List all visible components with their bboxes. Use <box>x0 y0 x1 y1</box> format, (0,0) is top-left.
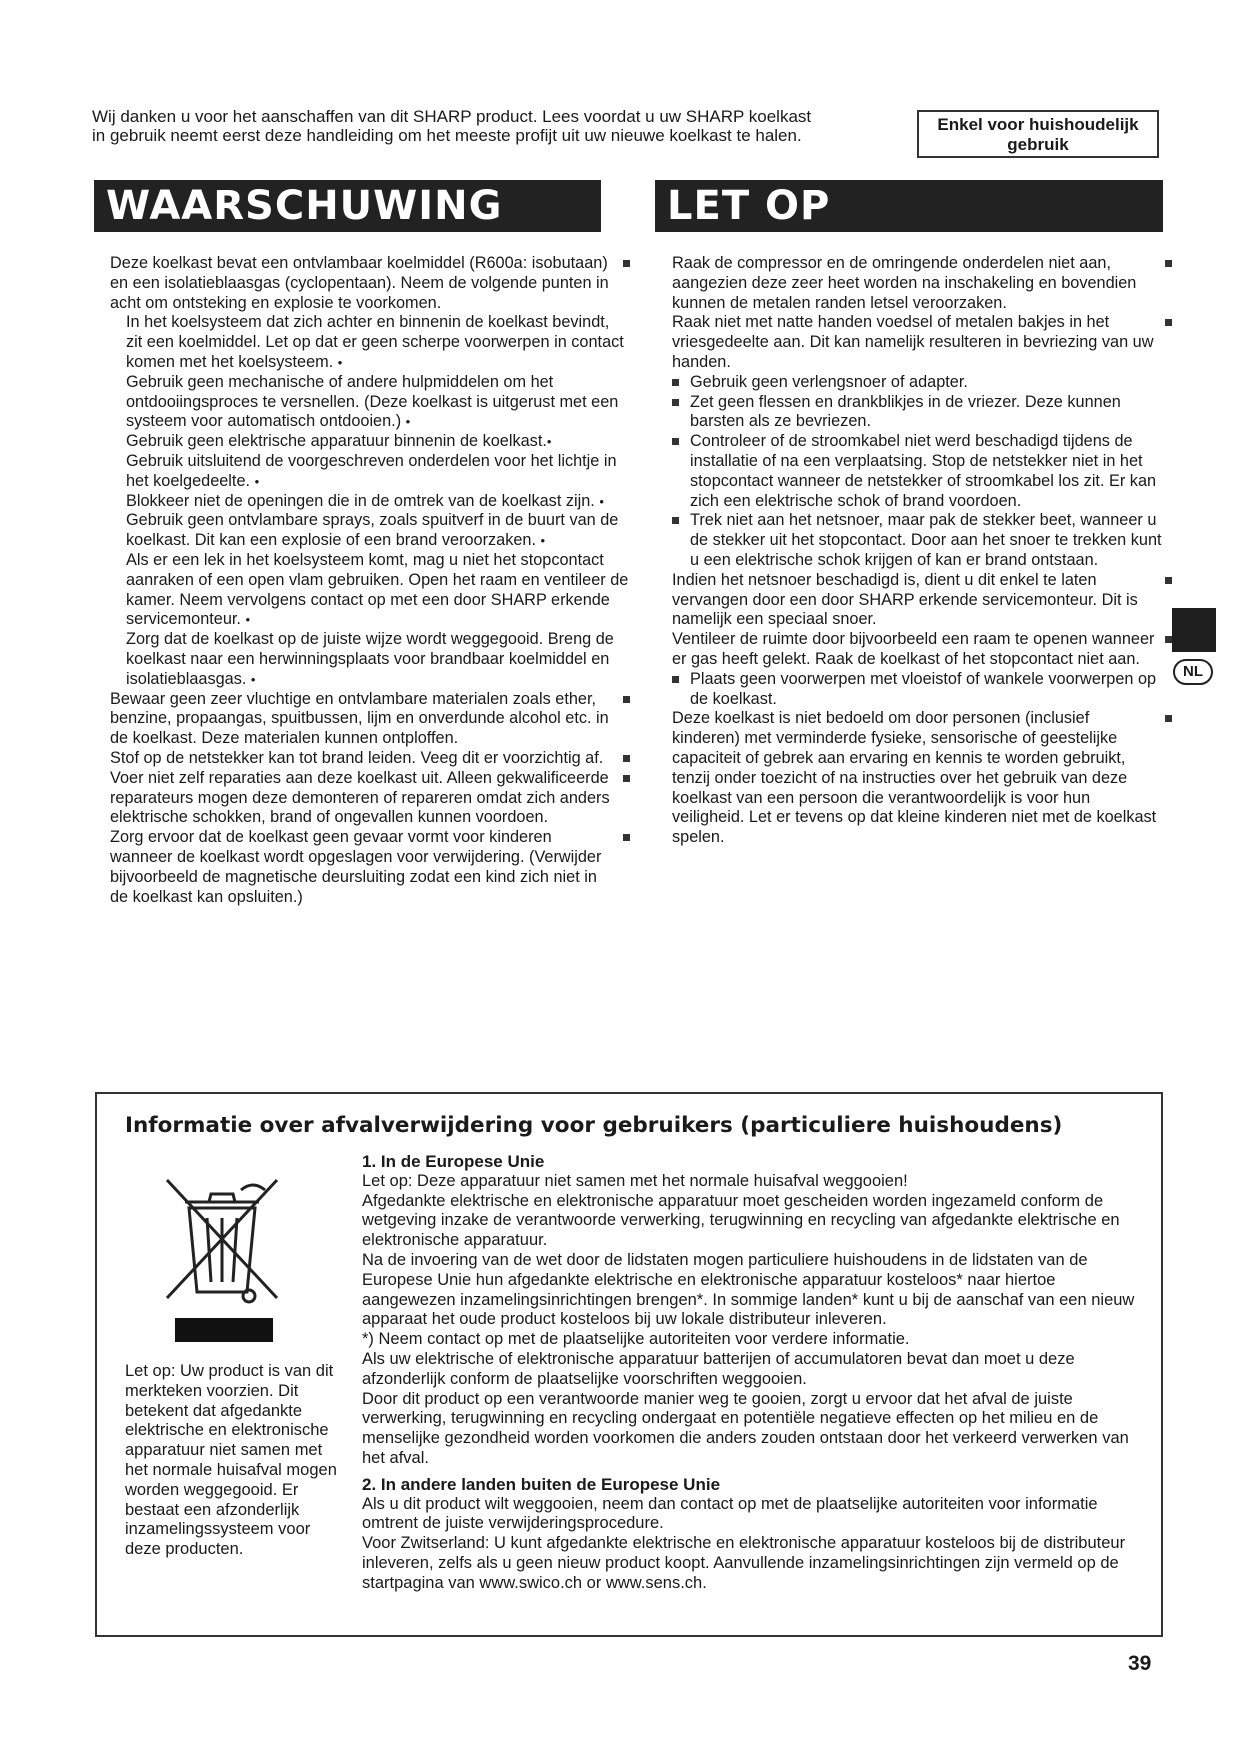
caution-item-3: Gebruik geen verlengsnoer of adapter. <box>672 373 1172 393</box>
waste-heading-other: 2. In andere landen buiten de Europese Unie <box>362 1474 721 1494</box>
warning-sub-4-text: Gebruik uitsluitend de voorgeschreven onderdelen voor het lichtje in het koelgedeelte. <box>126 451 617 490</box>
warning-sub-8-text: Zorg dat de koelkast op de juiste wijze wordt weggegooid. Breng de koelkast naar een herwinningsplaats voor brandbaar koelmiddel en isolatieblaasgas. <box>126 630 614 688</box>
warning-sub-1-text: In het koelsysteem dat zich achter en binnenin de koelkast bevindt, zit een koelmiddel. Let op dat er geen scherpe voorwerpen in contact komen met het koelsysteem. <box>126 313 624 371</box>
waste-title: Informatie over afvalverwijdering voor gebruikers (particuliere huishoudens) <box>125 1113 1063 1138</box>
language-badge: NL <box>1173 659 1213 685</box>
caution-item-7: Indien het netsnoer beschadigd is, dient u dit enkel te laten vervangen door een door SHARP erkende servicemonteur. Dit is namelijk een speciaal snoer. <box>672 571 1172 630</box>
waste-main-text <box>362 1152 1152 1594</box>
warning-item-3: Stof op de netstekker kan tot brand leiden. Veeg dit er voorzichtig af. <box>110 749 630 769</box>
warning-sub-6: Gebruik geen ontvlambare sprays, zoals spuitverf in de buurt van de koelkast. Dit kan een explosie of een brand veroorzaken. • <box>126 511 619 550</box>
intro-line-1: Wij danken u voor het aanschaffen van dit SHARP product. Lees voordat u uw SHARP koelkast <box>92 107 812 126</box>
caution-item-10: Deze koelkast is niet bedoeld om door personen (inclusief kinderen) met verminderde fysieke, sensorische of geestelijke capaciteit of gebrek aan ervaring en kennis te worden gebruikt, tenzij onder toezicht of na instructies over het gebruik van deze koelkast van een persoon die verantwoordelijk is voor hun veiligheid. Let er tevens op dat kleine kinderen niet met de koelkast spelen. <box>672 709 1172 848</box>
waste-other-1: Als u dit product wilt weggooien, neem dan contact op met de plaatselijke autoriteiten voor informatie omtrent de juiste verwijderingsprocedure. <box>362 1494 1098 1533</box>
domestic-line-1: Enkel voor huishoudelijk <box>937 115 1139 134</box>
waste-eu-1: Let op: Deze apparatuur niet samen met het normale huisafval weggooien! <box>362 1171 908 1190</box>
intro-line-2: in gebruik neemt eerst deze handleiding om het meeste profijt uit uw nieuwe koelkast te halen. <box>92 126 802 145</box>
warning-item-2: Bewaar geen zeer vluchtige en ontvlambare materialen zoals ether, benzine, propaangas, spuitbussen, lijm en onverdunde alcohol etc. in de koelkast. Deze materialen kunnen ontploffen. <box>110 690 630 749</box>
caution-item-8: Ventileer de ruimte door bijvoorbeeld een raam te openen wanneer er gas heeft gelekt. Raak de koelkast of het stopcontact niet aan. <box>672 630 1172 670</box>
caution-banner: LET OP <box>655 180 1163 232</box>
waste-eu-6: Door dit product op een verantwoorde manier weg te gooien, zorgt u ervoor dat het afval de juiste verwerking, terugwinning en recycling ondergaat en potentiële negatieve effecten op het milieu en de menselijke gezondheid worden voorkomen die anders zouden ontstaan door het verkeerd verwerken van het afval. <box>362 1389 1129 1467</box>
waste-heading-eu: 1. In de Europese Unie <box>362 1152 545 1171</box>
warning-column <box>110 254 630 907</box>
warning-sub-7-text: Als er een lek in het koelsysteem komt, mag u niet het stopcontact aanraken of een open vlam gebruiken. Open het raam en ventileer de kamer. Neem vervolgens contact op met een door SHARP erkende servicemonteur. <box>126 550 629 629</box>
waste-eu-2: Afgedankte elektrische en elektronische apparatuur moet gescheiden worden ingezameld conform de wetgeving inzake de verantwoorde verwerking, terugwinning en recycling van afgedankte elektrische en elektronische apparatuur. <box>362 1191 1120 1250</box>
warning-item-4: Voer niet zelf reparaties aan deze koelkast uit. Alleen gekwalificeerde reparateurs mogen deze demonteren of repareren omdat zich anders elektrische schokken, brand of ongevallen kunnen voordoen. <box>110 769 630 828</box>
warning-sub-3-text: Gebruik geen elektrische apparatuur binnenin de koelkast. <box>126 432 547 451</box>
caution-item-4: Zet geen flessen en drankblikjes in de vriezer. Deze kunnen barsten als ze bevriezen. <box>672 393 1172 433</box>
caution-column <box>672 254 1172 848</box>
warning-sub-5: Blokkeer niet de openingen die in de omtrek van de koelkast zijn. • <box>126 491 604 510</box>
waste-eu-5: Als uw elektrische of elektronische apparatuur batterijen of accumulatoren bevat dan moet u deze afzonderlijk conform de plaatselijke voorschriften weggooien. <box>362 1349 1075 1388</box>
domestic-use-box <box>917 110 1159 158</box>
warning-sub-2: Gebruik geen mechanische of andere hulpmiddelen om het ontdooiingsproces te versnellen. (Deze koelkast is uitgerust met een systeem voor automatisch ontdooien.) • <box>126 372 619 431</box>
black-bar-marker <box>175 1318 273 1342</box>
warning-sub-2-text: Gebruik geen mechanische of andere hulpmiddelen om het ontdooiingsproces te versnellen. (Deze koelkast is uitgerust met een systeem voor automatisch ontdooien.) <box>126 372 619 431</box>
caution-item-5: Controleer of de stroomkabel niet werd beschadigd tijdens de installatie of na een verplaatsing. Stop de netstekker niet in het stopcontact wanneer de netstekker of stroomkabel los zit. Er kan zich een elektrische schok of brand voordoen. <box>672 432 1172 511</box>
warning-sublist <box>110 313 630 689</box>
domestic-line-2: gebruik <box>1007 135 1069 154</box>
warning-sub-5-text: Blokkeer niet de openingen die in de omtrek van de koelkast zijn. <box>126 491 595 510</box>
caution-item-9: Plaats geen voorwerpen met vloeistof of wankele voorwerpen op de koelkast. <box>672 670 1172 710</box>
warning-banner: WAARSCHUWING <box>94 180 601 232</box>
page-number: 39 <box>1128 1652 1152 1675</box>
waste-eu-4: *) Neem contact op met de plaatselijke autoriteiten voor verdere informatie. <box>362 1330 910 1349</box>
warning-sub-3: Gebruik geen elektrische apparatuur binnenin de koelkast.• <box>126 432 552 451</box>
warning-sub-1: In het koelsysteem dat zich achter en binnenin de koelkast bevindt, zit een koelmiddel. Let op dat er geen scherpe voorwerpen in contact komen met het koelsysteem. • <box>126 313 624 371</box>
waste-note: Let op: Uw product is van dit merkteken voorzien. Dit betekent dat afgedankte elektrische en elektronische apparatuur niet samen met het normale huisafval mogen worden weggegooid. Er bestaat een afzonderlijk inzamelingssysteem voor deze producten. <box>125 1362 337 1559</box>
waste-eu-3: Na de invoering van de wet door de lidstaten mogen particuliere huishoudens in de lidstaten van de Europese Unie hun afgedankte elektrische en elektronische apparatuur kosteloos* naar hiertoe aangewezen inzamelingsinrichtingen brengen*. In sommige landen* kunt u bij de aanschaf van een nieuw apparaat het oude product kosteloos bij uw lokale distributeur inleveren. <box>362 1250 1135 1329</box>
warning-sub-4: Gebruik uitsluitend de voorgeschreven onderdelen voor het lichtje in het koelgedeelte. • <box>126 451 617 490</box>
warning-item-5: Zorg ervoor dat de koelkast geen gevaar vormt voor kinderen wanneer de koelkast wordt opgeslagen voor verwijdering. (Verwijder bijvoorbeeld de magnetische deursluiting zodat een kind zich niet in de koelkast kan opsluiten.) <box>110 828 630 907</box>
warning-sub-6-text: Gebruik geen ontvlambare sprays, zoals spuitverf in de buurt van de koelkast. Dit kan een explosie of een brand veroorzaken. <box>126 511 619 550</box>
caution-item-6: Trek niet aan het netsnoer, maar pak de stekker beet, wanneer u de stekker uit het stopcontact. Door aan het snoer te trekken kunt u een elektrische schok krijgen of kan er brand ontstaan. <box>672 511 1172 570</box>
intro-text <box>92 107 892 145</box>
caution-item-1: Raak de compressor en de omringende onderdelen niet aan, aangezien deze zeer heet worden na inschakeling en bovendien kunnen de metalen randen letsel veroorzaken. <box>672 254 1172 313</box>
waste-other-2: Voor Zwitserland: U kunt afgedankte elektrische en elektronische apparatuur kosteloos bij de distributeur inleveren, zelfs als u geen nieuw product koopt. Aanvullende inzamelingsinrichtingen zijn vermeld op de startpagina van www.swico.ch or www.sens.ch. <box>362 1534 1126 1592</box>
waste-info-box <box>95 1092 1163 1637</box>
section-tab-marker <box>1172 608 1216 652</box>
warning-sub-8: Zorg dat de koelkast op de juiste wijze wordt weggegooid. Breng de koelkast naar een herwinningsplaats voor brandbaar koelmiddel en isolatieblaasgas. • <box>126 630 614 688</box>
crossed-out-bin-icon <box>161 1172 283 1324</box>
caution-item-2: Raak niet met natte handen voedsel of metalen bakjes in het vriesgedeelte aan. Dit kan namelijk resulteren in bevriezing van uw handen. <box>672 313 1172 372</box>
warning-sub-7: Als er een lek in het koelsysteem komt, mag u niet het stopcontact aanraken of een open vlam gebruiken. Open het raam en ventileer de kamer. Neem vervolgens contact op met een door SHARP erkende servicemonteur. • <box>126 550 629 629</box>
warning-item-1: Deze koelkast bevat een ontvlambaar koelmiddel (R600a: isobutaan) en een isolatieblaasgas (cyclopentaan). Neem de volgende punten in acht om ontsteking en explosie te voorkomen. <box>110 254 630 313</box>
